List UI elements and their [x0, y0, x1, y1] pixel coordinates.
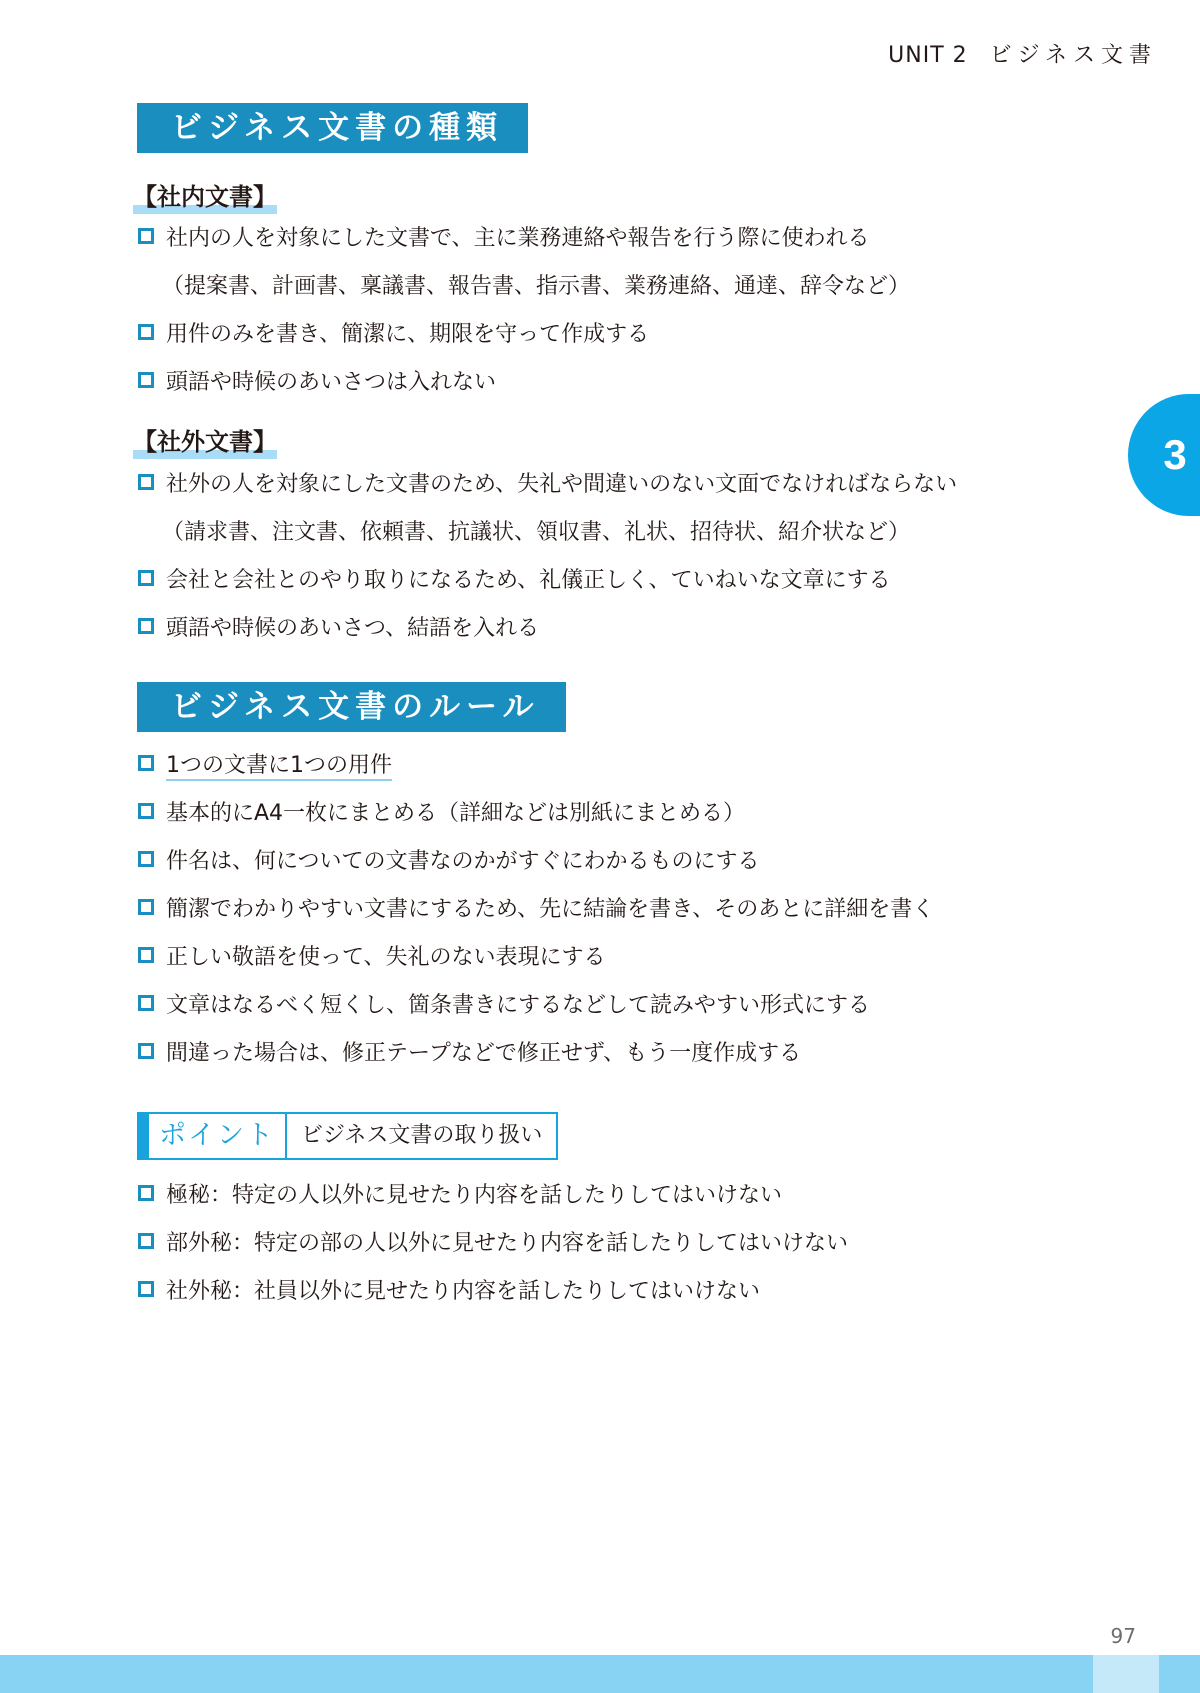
list-item: 文章はなるべく短くし、箇条書きにするなどして読みやすい形式にする — [138, 991, 870, 1021]
subheading-internal: 【社内文書】 — [133, 177, 277, 214]
bullet-icon — [138, 228, 154, 244]
list-item: 会社と会社とのやり取りになるため、礼儀正しく、ていねいな文章にする — [138, 566, 891, 596]
footer-band-highlight — [1093, 1655, 1159, 1693]
list-item: 基本的にA4一枚にまとめる（詳細などは別紙にまとめる） — [138, 799, 745, 829]
bullet-icon — [138, 947, 154, 963]
list-item: 間違った場合は、修正テープなどで修正せず、もう一度作成する — [138, 1039, 801, 1069]
bullet-icon — [138, 899, 154, 915]
bullet-icon — [138, 1233, 154, 1249]
bullet-icon — [138, 474, 154, 490]
point-label: ポイント — [149, 1114, 287, 1158]
list-item: 社内の人を対象にした文書で、主に業務連絡や報告を行う際に使われる — [138, 224, 870, 254]
list-item: 簡潔でわかりやすい文書にするため、先に結論を書き、そのあとに詳細を書く — [138, 895, 934, 925]
bullet-icon — [138, 1043, 154, 1059]
bullet-icon — [138, 803, 154, 819]
subheading-external: 【社外文書】 — [133, 422, 277, 459]
bullet-icon — [138, 372, 154, 388]
list-item: 極秘：特定の人以外に見せたり内容を話したりしてはいけない — [138, 1181, 782, 1211]
section-title-types: ビジネス文書の種類 — [137, 103, 528, 153]
bullet-icon — [138, 570, 154, 586]
section-title-rules: ビジネス文書のルール — [137, 682, 566, 732]
bullet-icon — [138, 1185, 154, 1201]
list-item: 頭語や時候のあいさつ、結語を入れる — [138, 614, 539, 644]
page-number: 97 — [1110, 1624, 1136, 1648]
list-item-continuation: （提案書、計画書、稟議書、報告書、指示書、業務連絡、通達、辞令など） — [162, 274, 911, 299]
point-box — [137, 1112, 558, 1160]
bullet-icon — [138, 324, 154, 340]
list-item: 頭語や時候のあいさつは入れない — [138, 368, 496, 398]
list-item: 正しい敬語を使って、失礼のない表現にする — [138, 943, 606, 973]
list-item-continuation: （請求書、注文書、依頼書、抗議状、領収書、礼状、招待状、紹介状など） — [162, 520, 911, 545]
list-item: 用件のみを書き、簡潔に、期限を守って作成する — [138, 320, 649, 350]
footer-band — [0, 1655, 1200, 1693]
point-title: ビジネス文書の取り扱い — [301, 1123, 543, 1148]
list-item: 社外秘：社員以外に見せたり内容を話したりしてはいけない — [138, 1277, 760, 1307]
list-item: 社外の人を対象にした文書のため、失礼や間違いのない文面でなければならない — [138, 470, 957, 500]
bullet-icon — [138, 851, 154, 867]
bullet-icon — [138, 618, 154, 634]
unit-title: ビジネス文書 — [989, 43, 1157, 68]
bullet-icon — [138, 755, 154, 771]
unit-header — [888, 38, 1157, 69]
chapter-tab: 3 — [1128, 394, 1200, 516]
list-item: 件名は、何についての文書なのかがすぐにわかるものにする — [138, 847, 760, 877]
unit-label: UNIT 2 — [888, 43, 968, 68]
list-item: 部外秘：特定の部の人以外に見せたり内容を話したりしてはいけない — [138, 1229, 848, 1259]
list-item: 1つの文書に1つの用件 — [138, 751, 392, 781]
bullet-icon — [138, 995, 154, 1011]
point-accent-bar — [139, 1114, 149, 1158]
bullet-icon — [138, 1281, 154, 1297]
